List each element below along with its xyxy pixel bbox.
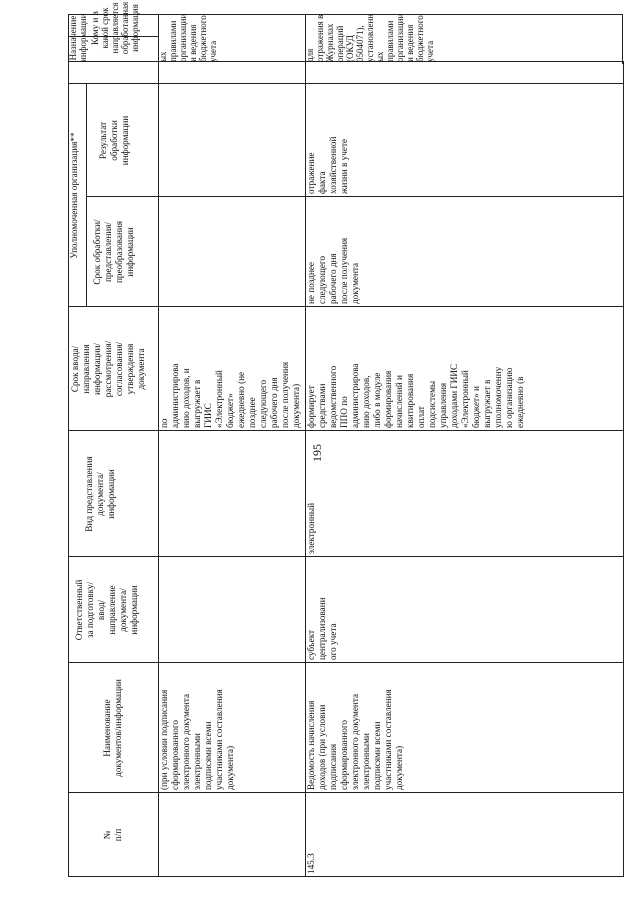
row2-purpose: для отражения в Журналах операций (ОКУД 0504071), установленн ых правилами организации и ведения бюджетного учета <box>305 13 435 62</box>
row1-doc-name: (при условии подписания сформированного электронного документа электронными подписями всеми участниками составления документа) <box>159 689 235 790</box>
header-authorized-org: Уполномоченная организация** <box>69 132 79 259</box>
row2-auth-deadline: не позднее следующего рабочего дня после получения документа <box>306 237 360 304</box>
row2-auth-result: отражение факта хозяйственной жизни в учете <box>306 136 349 194</box>
page-number: 195 <box>310 444 324 462</box>
header-type: Вид представления документа/ информации <box>84 456 116 532</box>
header-auth-result: Результат обработки информации <box>98 115 130 166</box>
row1-purpose: ых правилами организации и ведения бюджетного учета <box>158 13 218 62</box>
row2-responsible: субъект централизовани ого учета <box>306 597 338 660</box>
header-deadline: Срок ввода/ направления информации/ рассмотрения/ согласования/ утверждения документа <box>70 340 146 398</box>
row2-type: электронный <box>306 502 316 554</box>
header-purpose-to-whom: Кому и в какой срок направляется обработанная информация <box>90 1 140 55</box>
row2-num: 145.3 <box>306 853 316 874</box>
header-purpose-group: Назначение информации <box>68 13 88 62</box>
document-table-purpose <box>68 61 623 877</box>
header-responsible: Ответственный за подготовку/ ввод/ направление документа/ информации <box>74 579 139 641</box>
header-auth-deadline: Срок обработки/ представления/ преобразования информации <box>92 219 135 285</box>
header-doc-name: Наименование документов/информации <box>102 679 123 777</box>
row1-deadline: по администрирова нию доходов, и выгружает в ГИИС «Электронный бюджет» ежедневно (не позднее следующего рабочего дня после получения документа) <box>159 361 301 428</box>
header-num: № п/п <box>102 828 123 842</box>
row2-deadline: формирует средствами ведомственного ППО по администрирова нию доходов, либо в модуле формирования начислений и квитирования оплат подсистемы управления доходами ГИИС «Электронный бюджет» и выгружает в уполномоченну ю организацию ежедневно (в <box>306 363 525 428</box>
row2-doc-name: Ведомость начисления доходов (при условии подписания сформированного электронного документа электронными подписями всеми участниками составления документа) <box>306 689 404 790</box>
